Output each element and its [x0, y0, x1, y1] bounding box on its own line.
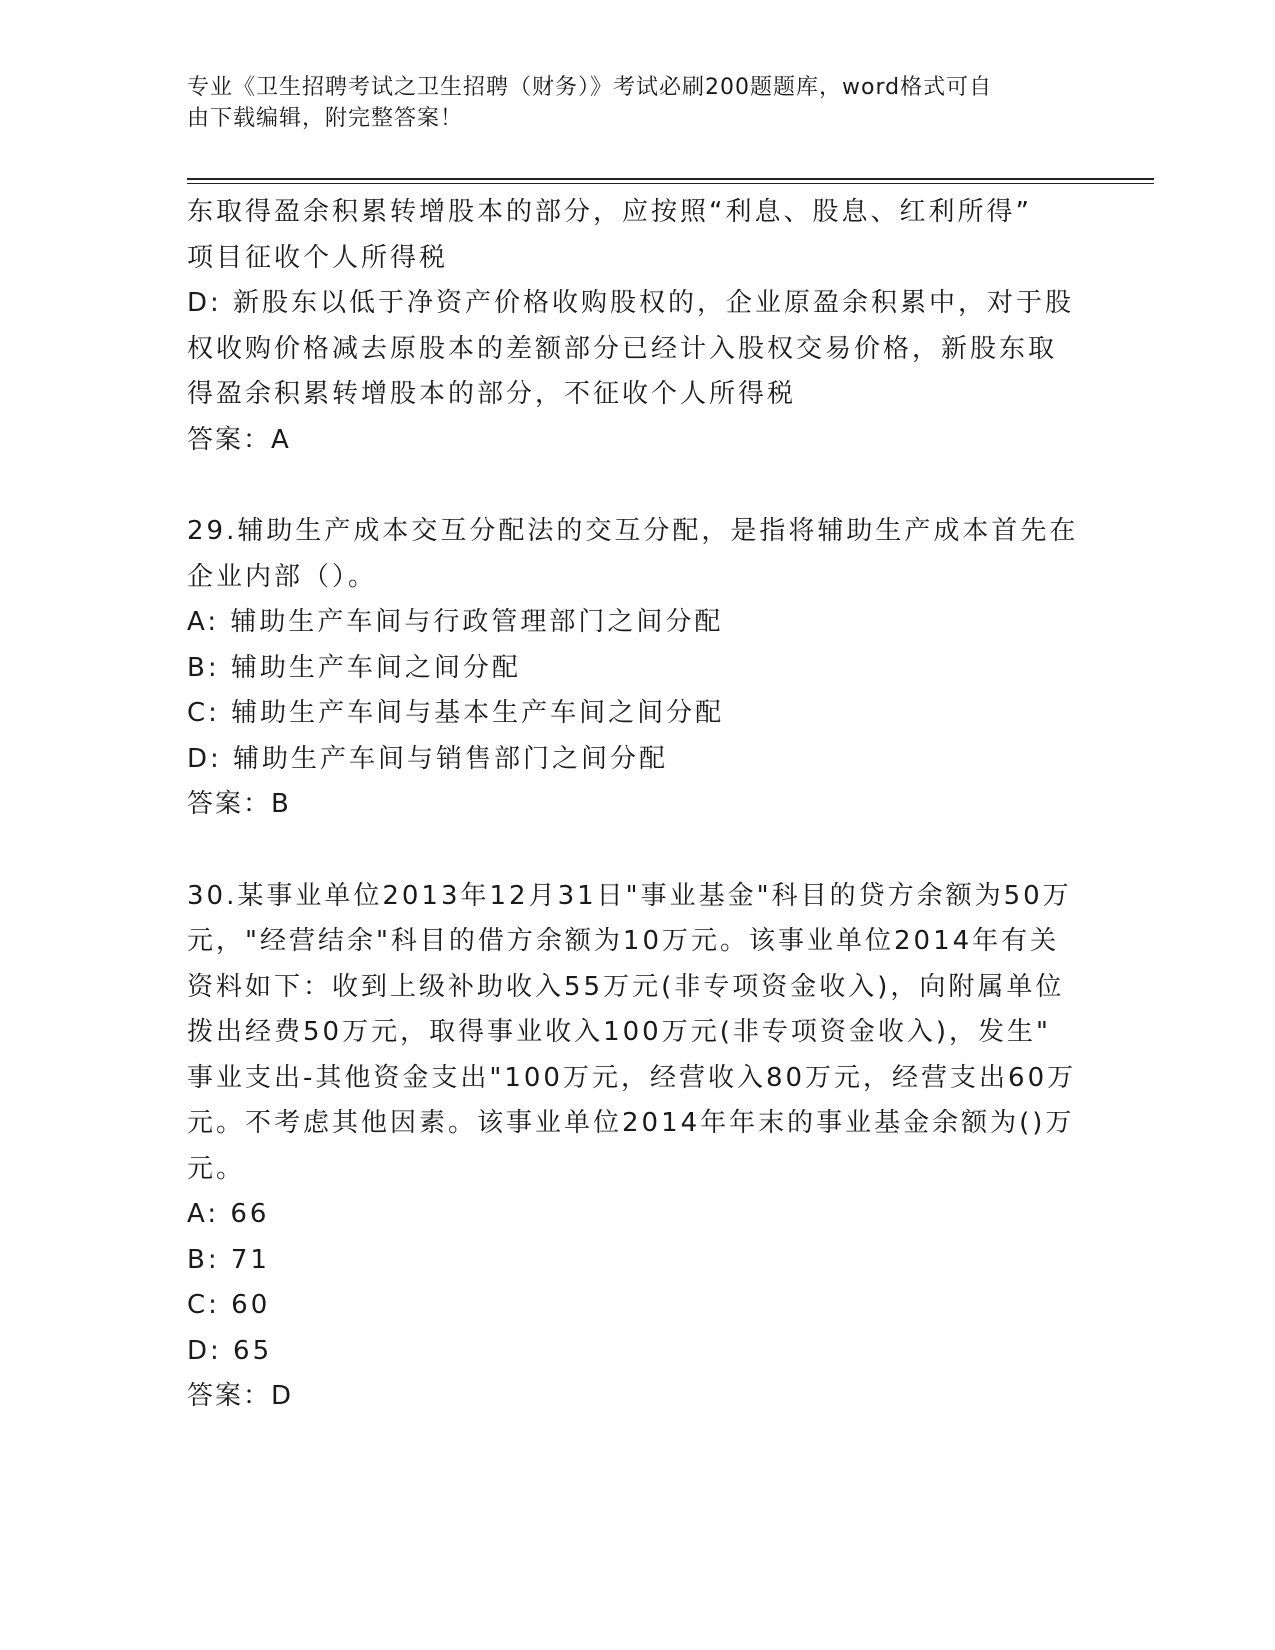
- question-stem-line: 30.某事业单位2013年12月31日"事业基金"科目的贷方余额为50万: [187, 880, 1072, 911]
- option-c: C: 辅助生产车间与基本生产车间之间分配: [187, 698, 725, 728]
- option-d: D: 65: [187, 1335, 273, 1366]
- question-stem-line: 企业内部（）。: [187, 561, 378, 592]
- answer-line: 答案：D: [187, 1381, 294, 1411]
- question-stem-line: 29.辅助生产成本交互分配法的交互分配，是指将辅助生产成本首先在: [187, 516, 1079, 546]
- spacer: [187, 828, 1087, 874]
- question-28-continuation: [187, 190, 1087, 463]
- option-c: C: 60: [187, 1290, 271, 1320]
- continuation-line: 东取得盈余积累转增股本的部分，应按照“利息、股息、红利所得”: [187, 197, 1032, 227]
- question-stem-line: 事业支出-其他资金支出"100万元，经营收入80万元，经营支出60万: [187, 1062, 1077, 1093]
- question-29: [187, 509, 1087, 828]
- question-stem-line: 拨出经费50万元，取得事业收入100万元(非专项资金收入)，发生": [187, 1017, 1051, 1047]
- document-header: [187, 72, 1057, 134]
- question-stem-line: 元，"经营结余"科目的借方余额为10万元。该事业单位2014年有关: [187, 926, 1060, 956]
- option-b: B: 71: [187, 1244, 270, 1275]
- question-30: [187, 874, 1087, 1420]
- question-stem-line: 资料如下：收到上级补助收入55万元(非专项资金收入)，向附属单位: [187, 971, 1065, 1002]
- answer-line: 答案：B: [187, 789, 291, 819]
- option-d: D: 辅助生产车间与销售部门之间分配: [187, 743, 669, 774]
- header-line-1: 专业《卫生招聘考试之卫生招聘（财务）》考试必刷200题题库，word格式可自: [187, 75, 993, 100]
- header-divider-thick: [187, 178, 1154, 180]
- question-stem-line: 元。: [187, 1153, 246, 1184]
- option-a: A: 辅助生产车间与行政管理部门之间分配: [187, 607, 724, 637]
- question-stem-line: 元。不考虑其他因素。该事业单位2014年年末的事业基金余额为()万: [187, 1108, 1075, 1138]
- header-divider-thin: [187, 183, 1154, 184]
- answer-line: 答案：A: [187, 424, 291, 455]
- option-a: A: 66: [187, 1199, 270, 1229]
- option-b: B: 辅助生产车间之间分配: [187, 652, 521, 683]
- option-d-line: 权收购价格减去原股本的差额部分已经计入股权交易价格，新股东取: [187, 333, 1058, 364]
- document-body: [187, 190, 1087, 1420]
- option-d-line: 得盈余积累转增股本的部分，不征收个人所得税: [187, 379, 797, 409]
- continuation-line: 项目征收个人所得税: [187, 242, 449, 273]
- spacer: [187, 463, 1087, 509]
- header-line-2: 由下载编辑，附完整答案！: [187, 106, 464, 131]
- option-d-line: D: 新股东以低于净资产价格收购股权的，企业原盈余积累中，对于股: [187, 288, 1075, 318]
